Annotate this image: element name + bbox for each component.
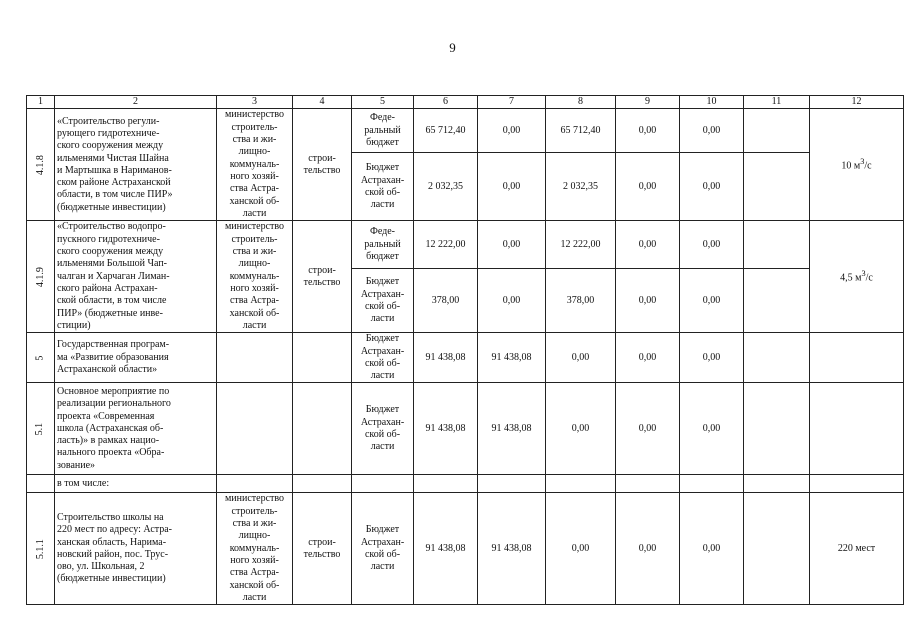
cell-col11 [744,333,810,383]
cell-col7: 91 438,08 [478,333,546,383]
header-cell: 5 [352,96,414,109]
work-type [293,333,352,383]
measure-name: Основное мероприятие по реализации регионального проекта «Современная школа (Астраханская об- ласть)» в рамках нацио- нального проекта «Обра- зование» [55,383,217,475]
cell-col10: 0,00 [680,383,744,475]
program-table [26,95,904,605]
measure-name: «Строительство регули- рующего гидротехниче- ского сооружения между ильменями Чистая Шайна и Мартышка в Нариманов- ском районе Астраханской области, в том числе ПИР» (бюджетные инвестиции) [55,109,217,221]
cell-col9: 0,00 [616,109,680,153]
funding-source: Бюджет Астрахан- ской об- ласти [352,153,414,221]
cell-col11 [744,269,810,333]
header-cell: 1 [27,96,55,109]
cell-col11 [744,153,810,221]
cell-col11 [744,493,810,605]
cell-total: 91 438,08 [414,383,478,475]
table-row-5 [27,333,904,383]
cell-total: 91 438,08 [414,333,478,383]
cell-col7: 0,00 [478,153,546,221]
cell-col7: 91 438,08 [478,383,546,475]
header-row [27,96,904,109]
row-number: 5 [27,333,55,383]
funding-source: Бюджет Астрахан- ской об- ласти [352,493,414,605]
work-type: строи- тельство [293,221,352,333]
work-type: строи- тельство [293,109,352,221]
table-row-5-1-1 [27,493,904,605]
cell-col9: 0,00 [616,221,680,269]
header-cell: 8 [546,96,616,109]
header-cell: 7 [478,96,546,109]
row-number [27,475,55,493]
header-cell: 6 [414,96,478,109]
table-row-5-1 [27,383,904,475]
cell-col8: 65 712,40 [546,109,616,153]
funding-source [352,475,414,493]
funding-source: Бюджет Астрахан- ской об- ласти [352,333,414,383]
result-cell: 4,5 $м^3/с$ [810,221,904,333]
cell-total: 12 222,00 [414,221,478,269]
measure-name: Строительство школы на 220 мест по адресу: Астра- ханская область, Нарима- новский район, пос. Трус- ово, ул. Школьная, 2 (бюджетные инвестиции) [55,493,217,605]
header-cell: 3 [217,96,293,109]
header-cell: 11 [744,96,810,109]
row-number: 4.1.9 [27,221,55,333]
header-cell: 4 [293,96,352,109]
cell-col9: 0,00 [616,383,680,475]
header-cell: 10 [680,96,744,109]
result-cell: 10 $м^3/с$ [810,109,904,221]
table-row-including [27,475,904,493]
cell-col10: 0,00 [680,269,744,333]
cell-total: 378,00 [414,269,478,333]
cell-col10: 0,00 [680,493,744,605]
table-row-4-1-8-federal [27,109,904,153]
cell-col11 [744,109,810,153]
executor [217,333,293,383]
funding-source: Бюджет Астрахан- ской об- ласти [352,269,414,333]
cell-col9: 0,00 [616,333,680,383]
row-number: 5.1.1 [27,493,55,605]
work-type [293,383,352,475]
header-cell: 2 [55,96,217,109]
cell-col7: 0,00 [478,109,546,153]
cell-total: 2 032,35 [414,153,478,221]
row-number: 5.1 [27,383,55,475]
including-label: в том числе: [55,475,217,493]
measure-name: Государственная програм- ма «Развитие образования Астраханской области» [55,333,217,383]
result-cell [810,333,904,383]
header-cell: 9 [616,96,680,109]
cell-col9: 0,00 [616,269,680,333]
cell-col8: 378,00 [546,269,616,333]
measure-name: «Строительство водопро- пускного гидротехниче- ского сооружения между ильменями Большой Чап- чалган и Харчаган Лиман- ского района Астрахан- ской области, в том числе ПИР» (бюджетные инве- стиции) [55,221,217,333]
executor: министерство строитель- ства и жи- лищно- коммуналь- ного хозяй- ства Астра- ханской об- ласти [217,221,293,333]
cell-col11 [744,475,810,493]
executor [217,383,293,475]
cell-total: 91 438,08 [414,493,478,605]
cell-col10: 0,00 [680,109,744,153]
cell-col10: 0,00 [680,333,744,383]
cell-col11 [744,221,810,269]
cell-col9: 0,00 [616,493,680,605]
cell-col10 [680,475,744,493]
cell-col9 [616,475,680,493]
cell-col11 [744,383,810,475]
table-row-4-1-9-federal [27,221,904,269]
funding-source: Бюджет Астрахан- ской об- ласти [352,383,414,475]
cell-col8: 2 032,35 [546,153,616,221]
executor: министерство строитель- ства и жи- лищно- коммуналь- ного хозяй- ства Астра- ханской об- ласти [217,109,293,221]
cell-total: 65 712,40 [414,109,478,153]
cell-col8: 12 222,00 [546,221,616,269]
executor: министерство строитель- ства и жи- лищно- коммуналь- ного хозяй- ства Астра- ханской об- ласти [217,493,293,605]
page-number: 9 [449,40,456,55]
row-number: 4.1.8 [27,109,55,221]
cell-col10: 0,00 [680,221,744,269]
header-cell: 12 [810,96,904,109]
cell-col8 [546,475,616,493]
work-type [293,475,352,493]
work-type: строи- тельство [293,493,352,605]
cell-col8: 0,00 [546,333,616,383]
cell-total [414,475,478,493]
funding-source: Феде- ральный бюджет [352,109,414,153]
cell-col8: 0,00 [546,493,616,605]
cell-col7: 91 438,08 [478,493,546,605]
cell-col8: 0,00 [546,383,616,475]
cell-col10: 0,00 [680,153,744,221]
result-cell: 220 мест [810,493,904,605]
executor [217,475,293,493]
cell-col7 [478,475,546,493]
cell-col9: 0,00 [616,153,680,221]
result-cell [810,383,904,475]
result-cell [810,475,904,493]
funding-source: Феде- ральный бюджет [352,221,414,269]
cell-col7: 0,00 [478,269,546,333]
cell-col7: 0,00 [478,221,546,269]
